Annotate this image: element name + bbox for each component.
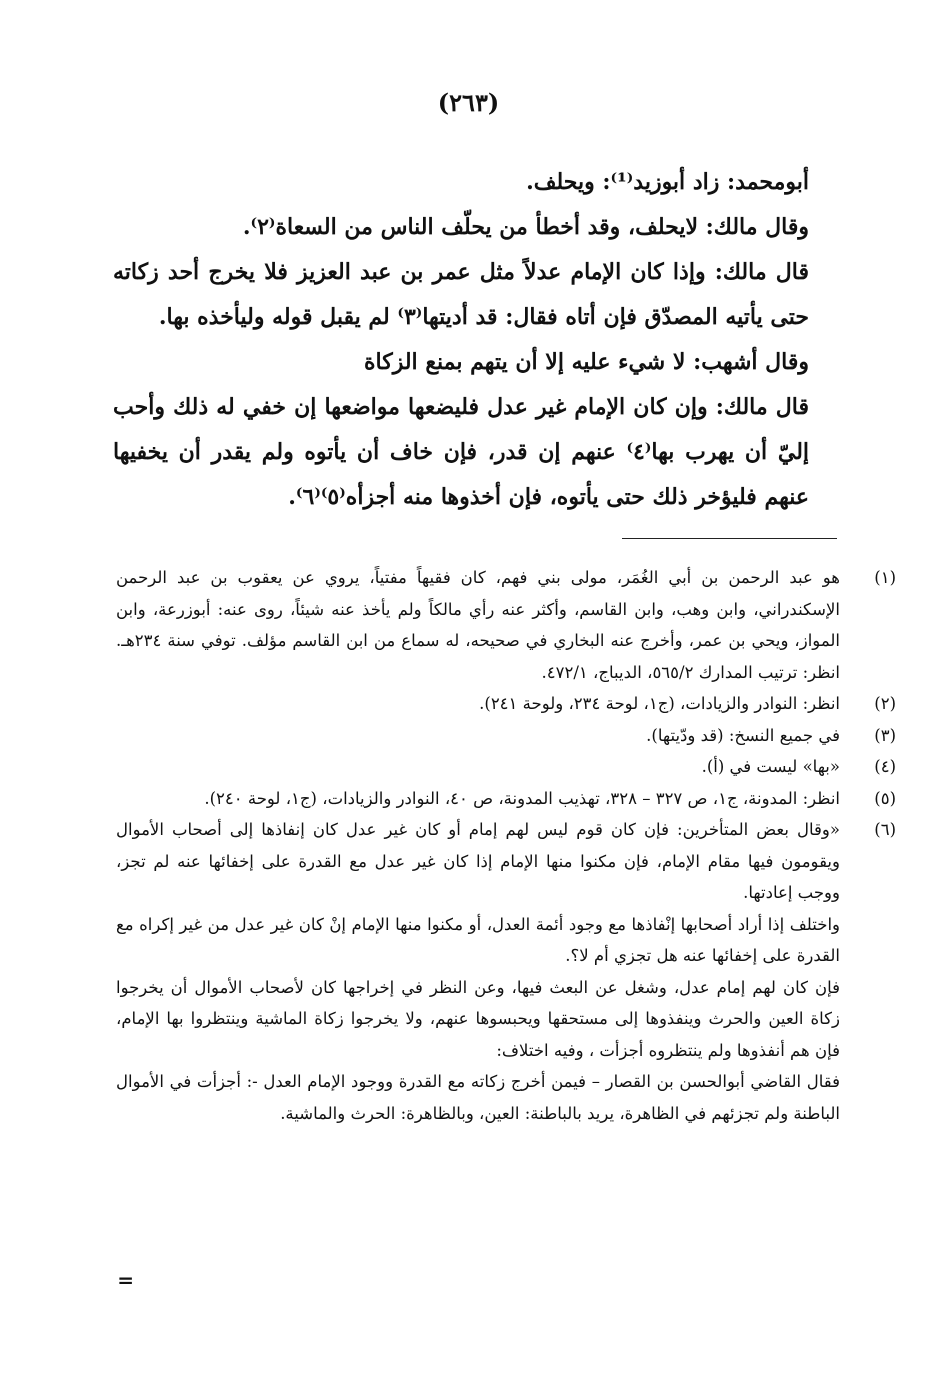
main-paragraph: قال مالك: وإذا كان الإمام عدلاً مثل عمر بن عبد العزيز فلا يخرج أحد زكاته حتى يأتيه المصدّق فإن أتاه فقال: قد أديتها⁽٣⁾ لم يقبل قوله وليأخذه بها. [113, 259, 809, 330]
page-number: (٢٦٣) [437, 88, 500, 117]
footnote-number: (٥) [874, 788, 896, 808]
footnote-text [116, 783, 840, 815]
footnote-text [116, 720, 840, 752]
footnote-line: في جميع النسخ: (قد ودّيتها). [646, 725, 840, 745]
footnote-line: واختلف إذا أراد أصحابها إنْفاذها مع وجود أئمة العدل، أو مكنوا منها الإمام إنْ كان غير عدل من غير إكراه مع القدرة على إخفائها عنه هل تجزي أم لا؟. [116, 914, 840, 965]
footnote-line: انظر: المدونة، ج١، ص ٣٢٧ – ٣٢٨، تهذيب المدونة، ص ٤٠، النوادر والزيادات، (ج١، لوحة ٢٤٠). [204, 788, 840, 808]
main-paragraph: قال مالك: وإن كان الإمام غير عدل فليضعها مواضعها إن خفي له ذلك وأحب إليّ أن يهرب بها⁽٤⁾ عنهم إن قدر، فإن خاف أن يأتوه ولم يقدر أن يخفيها عنهم فليؤخر ذلك حتى يأتوه، فإن أخذوها منه أجزأه⁽٥⁾⁽٦⁾. [113, 394, 810, 510]
footnote-text [116, 814, 840, 1129]
footnote-text [116, 751, 840, 783]
footnote-line: «بها» ليست في (أ). [701, 757, 840, 776]
footnote-line: فإن كان لهم إمام عدل، وشغل عن البعث فيها، وعن النظر في إخراجها كان لأصحاب الأموال أن يخرجوا زكاة العين والحرث وينفذوها إلى مستحقها ويحبسوها عنهم، ولا يخرجوا زكاة الماشية وينتظروا بها الإمام، فإن هم أنفذوها ولم ينتظروه أجزأت ، وفيه اختلاف: [116, 977, 840, 1060]
footnote [116, 562, 896, 688]
main-text [113, 160, 837, 520]
footnote-line: «وقال بعض المتأخرين: فإن كان قوم ليس لهم إمام أو كان غير عدل كان إنفاذها إلى أصحاب الأموال ويقومون فيها مقام الإمام، فإن مكنوا منها الإمام إذا كان غير عدل مع القدرة على إخفائها عنه لم تجز، ووجب إعادتها. [116, 820, 840, 902]
footnote [116, 814, 896, 1129]
footnote-number: (١) [874, 568, 896, 587]
footnote [116, 751, 896, 783]
footnote-text [116, 562, 840, 688]
footnote-number: (٤) [874, 757, 896, 776]
main-paragraph: وقال مالك: لايحلف، وقد أخطأ من يحلّف الناس من السعاة⁽٢⁾. [242, 214, 809, 240]
footnote-text [116, 688, 840, 720]
main-paragraph: وقال أشهب: لا شيء عليه إلا أن يتهم بمنع الزكاة [364, 349, 809, 375]
continuation-mark: = [117, 1268, 134, 1292]
footnotes [116, 562, 896, 1129]
footnote-line: هو عبد الرحمن بن أبي الغُمَر، مولى بني فهم، كان فقيهاً مفتياً، يروي عن يعقوب بن عبد الرحمن الإسكندراني، وابن وهب، وابن القاسم، وأكثر عنه رأي مالكاً ولم يأخذ عنه شيئاً، روى عنه: أبوزرعة، وابن المواز، ويحي بن عمر، وأخرج عنه البخاري في صحيحه، له سماع من ابن القاسم مؤلف. توفي سنة ٢٣٤هـ. انظر: ترتيب المدارك ٥٦٥/٢، الديباج، ٤٧٢/١. [116, 568, 840, 682]
footnote-number: (٢) [874, 694, 896, 713]
footnote [116, 720, 896, 752]
footnote [116, 783, 896, 815]
footnote-number: (٦) [874, 820, 896, 839]
footnote [116, 688, 896, 720]
footnote-line: فقال القاضي أبوالحسن بن القصار – فيمن أخرج زكاته مع القدرة ووجود الإمام العدل -: أجزأت في الأموال الباطنة ولم تجزئهم في الظاهرة، يريد بالباطنة: العين، وبالظاهرة: الحرث والماشية. [116, 1072, 840, 1123]
footnote-divider [622, 538, 837, 539]
main-paragraph: أبومحمد: زاد أبوزيد⁽¹⁾: ويحلف. [526, 169, 809, 195]
footnote-line: انظر: النوادر والزيادات، (ج١، لوحة ٢٣٤، ولوحة ٢٤١). [479, 694, 840, 713]
footnote-number: (٣) [874, 725, 896, 745]
